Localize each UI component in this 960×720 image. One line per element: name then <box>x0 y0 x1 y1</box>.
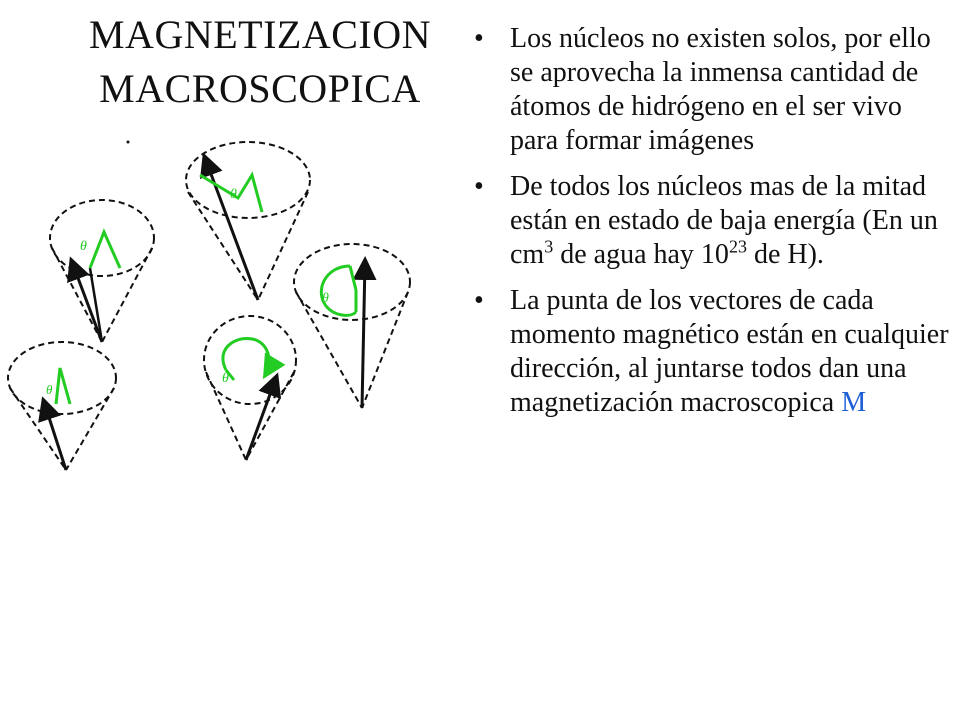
theta-label: θ <box>322 291 329 306</box>
bullet-item <box>470 22 950 158</box>
bullet-list <box>470 22 950 432</box>
page-title <box>40 8 480 116</box>
theta-label: θ <box>80 239 87 254</box>
cone-1 <box>50 200 154 342</box>
theta-label: θ <box>222 371 229 386</box>
stray-dot <box>127 141 130 144</box>
superscript-3: 3 <box>544 236 554 257</box>
bullet-text: Los núcleos no existen solos, por ello se aprovecha la inmensa cantidad de átomos de hidrógeno en el ser vivo para formar imágenes <box>510 23 931 156</box>
title-line-1: MAGNETIZACION <box>88 12 431 57</box>
cone-2 <box>186 142 310 300</box>
theta-label: θ <box>230 187 237 202</box>
title-line-2: MACROSCOPICA <box>99 66 421 111</box>
bullet-dot: • <box>474 23 484 54</box>
cone-3 <box>294 244 410 408</box>
bullet-dot: • <box>474 171 484 202</box>
cone-5 <box>8 342 116 470</box>
bullet-text: La punta de los vectores de cada momento magnético están en cualquier dirección, al juntarse todos dan una magnetización macroscopica <box>510 285 949 418</box>
bullet-item <box>470 284 950 420</box>
theta-label: θ <box>46 382 53 397</box>
precession-cones-figure <box>0 120 470 490</box>
superscript-23: 23 <box>728 236 747 257</box>
bullet-text-middle: de agua hay 10 <box>553 239 729 270</box>
magnetization-symbol: M <box>841 387 867 418</box>
bullet-text-end: de H). <box>746 239 824 270</box>
bullet-dot: • <box>474 285 484 316</box>
cone-4 <box>204 316 296 460</box>
bullet-text-start: De todos los núcleos mas de la mitad están en estado de baja energía (En un cm <box>510 171 938 270</box>
bullet-item <box>470 170 950 272</box>
